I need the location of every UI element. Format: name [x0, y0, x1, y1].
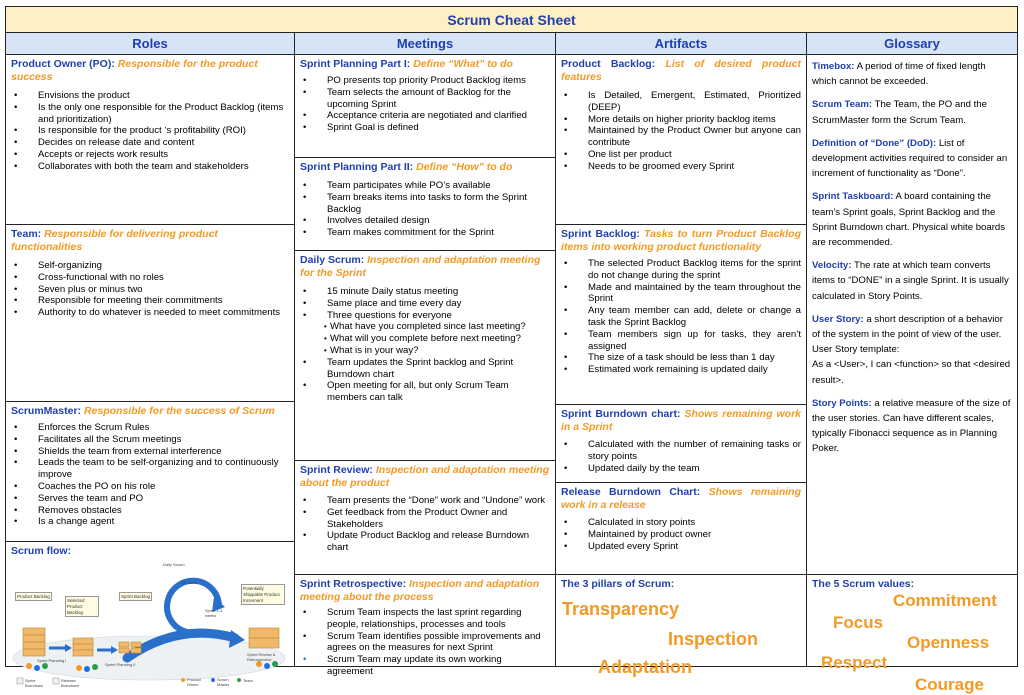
list-item: • Team presents the “Done” work and “Undone” work [300, 495, 550, 507]
meetings-column [295, 33, 556, 677]
artifacts-header: Artifacts [556, 33, 806, 55]
glossary-column [807, 33, 1017, 694]
sprint-review-section [295, 461, 555, 575]
list-item: • More details on higher priority backlog items [561, 114, 801, 126]
list-item: • Is responsible for the product ‘s profitability (ROI) [11, 125, 289, 137]
flow-label: Sprint Planning II [105, 662, 136, 667]
list-item: • Self-organizing [11, 260, 289, 272]
team-list [11, 260, 289, 319]
list-item: • Enforces the Scrum Rules [11, 422, 289, 434]
release-burndown-section [556, 483, 806, 575]
pillar-inspection: Inspection [668, 629, 759, 649]
section-title: Daily Scrum: [300, 254, 365, 266]
list-item: • Updated daily by the team [561, 463, 801, 475]
section-subtitle: Inspection and adaptation meeting about the product [300, 464, 550, 489]
glossary-definition: A period of time of fixed length which cannot be exceeded. [812, 61, 986, 88]
product-owner-section [6, 55, 294, 225]
glossary-definition: The rate at which team converts items to “DONE” in a single Sprint. It is usually calculated in Story Points. [812, 260, 1009, 302]
pillar-transparency: Transparency [562, 599, 680, 619]
glossary-term: Velocity: [812, 260, 852, 272]
sprint-backlog-list [561, 258, 801, 376]
glossary-extra: As a <User>, I can <function> so that <desired result>. [812, 359, 1011, 386]
product-owner-list [11, 90, 289, 173]
glossary-entry [812, 97, 1012, 127]
section-title: Release Burndown Chart: [561, 486, 701, 498]
list-item: • Update Product Backlog and release Burndown chart [300, 530, 550, 554]
pillar-adaptation: Adaptation [598, 657, 692, 677]
flow-label: Daily Scrum [163, 562, 185, 567]
section-subtitle: Inspection and adaptation meeting about the process [300, 578, 540, 603]
sprint-retrospective-section [295, 575, 555, 677]
meetings-header: Meetings [295, 33, 555, 55]
flow-legend: Sprint Burndown [25, 678, 44, 688]
glossary-entry [812, 136, 1012, 182]
list-item: • Scrum Team inspects the last sprint regarding people, relationships, processes and tools [300, 607, 550, 631]
section-subtitle: Inspection and adaptation meeting for the Sprint [300, 254, 541, 279]
glossary-term: Sprint Taskboard: [812, 191, 894, 203]
glossary-term: Timebox: [812, 61, 855, 72]
section-title: Team: [11, 228, 42, 240]
list-item: • One list per product [561, 149, 801, 161]
section-title: Scrum flow: [11, 545, 72, 557]
list-item: • Calculated in story points [561, 517, 801, 529]
sprint-planning-2-list [300, 180, 550, 239]
sprint-planning-1-list [300, 75, 550, 134]
section-title: Sprint Planning Part II: [300, 161, 414, 173]
list-item: • 15 minute Daily status meeting [300, 286, 550, 298]
section-title: Sprint Burndown chart: [561, 408, 681, 420]
glossary-entry [812, 189, 1012, 250]
list-item: • Team participates while PO’s available [300, 180, 550, 192]
glossary-header: Glossary [807, 33, 1017, 55]
flow-label: 24 hours [181, 580, 197, 585]
list-item: • Scrum Team may update its own working agreement [300, 654, 550, 678]
value-respect: Respect [821, 653, 888, 672]
value-focus: Focus [833, 613, 884, 632]
sprint-burndown-list [561, 439, 801, 474]
list-subitem: • What have you completed since last meeting? [300, 321, 550, 333]
sprint-burndown-section [556, 405, 806, 483]
section-title: Product Backlog: [561, 58, 656, 70]
page-title: Scrum Cheat Sheet [6, 7, 1017, 33]
team-section [6, 225, 294, 402]
list-item: • Leads the team to be self-organizing and to continuously improve [11, 457, 289, 481]
section-subtitle: Define “How” to do [416, 161, 513, 173]
list-item: • Facilitates all the Scrum meetings [11, 434, 289, 446]
list-item: • Team selects the amount of Backlog for the upcoming Sprint [300, 87, 550, 111]
glossary-extra: User Story template: [812, 344, 900, 356]
list-item: • Team breaks items into tasks to form the Sprint Backlog [300, 192, 550, 216]
list-item: • Team makes commitment for the Sprint [300, 227, 550, 239]
scrummaster-list [11, 422, 289, 528]
flow-label: Sprint Review & Retrospective [247, 652, 276, 662]
list-item: • Is Detailed, Emergent, Estimated, Prioritized (DEEP) [561, 90, 801, 114]
section-title: Sprint Retrospective: [300, 578, 407, 590]
section-title: The 5 Scrum values: [812, 578, 915, 590]
list-item: • Authority to do whatever is needed to meet commitments [11, 307, 289, 319]
list-item: • Open meeting for all, but only Scrum Team members can talk [300, 380, 550, 404]
list-item: • Serves the team and PO [11, 493, 289, 505]
list-item: • Acceptance criteria are negotiated and clarified [300, 110, 550, 122]
daily-scrum-list [300, 286, 550, 404]
list-item: • PO presents top priority Product Backlog items [300, 75, 550, 87]
sprint-planning-1-section [295, 55, 555, 158]
list-item: • Envisions the product [11, 90, 289, 102]
pillars-section [556, 575, 806, 677]
section-subtitle: Responsible for the product success [11, 58, 258, 83]
list-item: • Estimated work remaining is updated daily [561, 364, 801, 376]
section-subtitle: Responsible for the success of Scrum [83, 405, 275, 417]
section-title: Product Owner (PO): [11, 58, 115, 70]
list-item: • Scrum Team identifies possible improvements and agrees on the measures for next Sprint [300, 631, 550, 655]
scrum-flow-section [6, 542, 294, 688]
list-item: • Involves detailed design [300, 215, 550, 227]
list-item: • Seven plus or minus two [11, 284, 289, 296]
list-item: • Collaborates with both the team and stakeholders [11, 161, 289, 173]
list-item: • Sprint Goal is defined [300, 122, 550, 134]
product-backlog-list [561, 90, 801, 173]
glossary-entry [812, 396, 1012, 457]
flow-legend: Scrum Master [217, 677, 230, 687]
daily-scrum-section [295, 251, 555, 461]
sprint-backlog-section [556, 225, 806, 405]
list-item: • Is a change agent [11, 516, 289, 528]
glossary-entry [812, 312, 1012, 388]
sprint-review-list [300, 495, 550, 554]
list-item: • Is the only one responsible for the Product Backlog (items and prioritization) [11, 102, 289, 126]
glossary-definition: The Team, the PO and the ScrumMaster form the Scrum Team. [812, 99, 987, 126]
glossary-definition: a short description of a behavior of the system in the point of view of the user. [812, 313, 1003, 341]
list-item: • The selected Product Backlog items for the sprint do not change during the sprint [561, 258, 801, 282]
flow-legend: Release Burndown [61, 678, 80, 688]
flow-label: Product Backlog [15, 592, 52, 601]
list-item: • Get feedback from the Product Owner and Stakeholders [300, 507, 550, 531]
roles-header: Roles [6, 33, 294, 55]
glossary-term: Scrum Team: [812, 99, 873, 111]
section-subtitle: Shows remaining work in a Sprint [561, 408, 801, 433]
section-title: Sprint Review: [300, 464, 373, 476]
flow-label: Sprint Backlog [119, 592, 152, 601]
list-item: • Maintained by the Product Owner but anyone can contribute [561, 125, 801, 149]
list-item: • Removes obstacles [11, 505, 289, 517]
list-item: • The size of a task should be less than 1 day [561, 352, 801, 364]
list-item: • Updated every Sprint [561, 541, 801, 553]
section-title: ScrumMaster: [11, 405, 82, 417]
list-item: • Decides on release date and content [11, 137, 289, 149]
flow-legend: Product Owner [187, 677, 201, 687]
flow-label: Sprint 1-4 weeks [205, 608, 223, 618]
list-item: • Shields the team from external interference [11, 446, 289, 458]
list-item: • Calculated with the number of remaining tasks or story points [561, 439, 801, 463]
sprint-planning-2-section [295, 158, 555, 251]
glossary-definition: A board containing the team’s Sprint goals, Sprint Backlog and the Sprint Burndown chart. Physical white boards are recommended. [812, 191, 1006, 249]
section-subtitle: Tasks to turn Product Backlog items into working product functionality [561, 228, 801, 253]
flow-label: Potentially Shippable Product Increment [241, 584, 285, 605]
glossary-definition: List of development activities required to consider an increment of functionality as “Done”. [812, 137, 1008, 180]
glossary-section [807, 55, 1017, 575]
list-item: • Cross-functional with no roles [11, 272, 289, 284]
list-item: • Team members sign up for tasks, they aren’t assigned [561, 329, 801, 353]
list-subitem: • What will you complete before next meeting? [300, 333, 550, 345]
flow-legend: Team [243, 678, 253, 683]
list-item: • Same place and time every day [300, 298, 550, 310]
product-backlog-section [556, 55, 806, 225]
glossary-term: Definition of “Done” (DoD): [812, 137, 937, 149]
list-subitem: • What is in your way? [300, 345, 550, 357]
section-title: Sprint Planning Part I: [300, 58, 411, 70]
glossary-term: User Story: [812, 313, 864, 325]
scrum-values-section [807, 575, 1017, 694]
list-item: • Responsible for meeting their commitments [11, 295, 289, 307]
artifacts-column [556, 33, 807, 677]
list-item: • Coaches the PO on his role [11, 481, 289, 493]
list-item: • Maintained by product owner [561, 529, 801, 541]
section-title: The 3 pillars of Scrum: [561, 578, 675, 590]
value-openness: Openness [907, 633, 990, 652]
list-item: • Needs to be groomed every Sprint [561, 161, 801, 173]
flow-label: Selected Product Backlog [65, 596, 99, 617]
section-subtitle: Shows remaining work in a release [561, 486, 802, 511]
value-commitment: Commitment [893, 591, 997, 610]
glossary-entry [812, 258, 1012, 304]
glossary-term: Story Points: [812, 397, 872, 409]
flow-label: Sprint Planning I [37, 658, 67, 663]
glossary-definition: a relative measure of the size of the user stories. Can have different scales, typically Fibonacci sequence as in Planning Poker. [812, 397, 1011, 455]
scrum-flow-graphic [9, 562, 289, 688]
list-item: • Accepts or rejects work results [11, 149, 289, 161]
section-subtitle: List of desired product features [561, 58, 801, 83]
list-item: • Three questions for everyone [300, 310, 550, 322]
value-courage: Courage [915, 675, 984, 694]
scrum-flow-diagram [9, 562, 289, 688]
list-item: • Made and maintained by the team throughout the Sprint [561, 282, 801, 306]
roles-column [6, 33, 295, 688]
list-item: • Team updates the Sprint backlog and Sprint Burndown chart [300, 357, 550, 381]
section-subtitle: Define “What” to do [413, 58, 513, 70]
cheat-sheet [5, 6, 1018, 694]
sprint-retrospective-list [300, 607, 550, 678]
section-title: Sprint Backlog: [561, 228, 640, 240]
section-subtitle: Responsible for delivering product functionalities [11, 228, 218, 253]
release-burndown-list [561, 517, 801, 552]
list-item: • Any team member can add, delete or change a task the Sprint Backlog [561, 305, 801, 329]
glossary-entry [812, 59, 1012, 89]
scrummaster-section [6, 402, 294, 542]
